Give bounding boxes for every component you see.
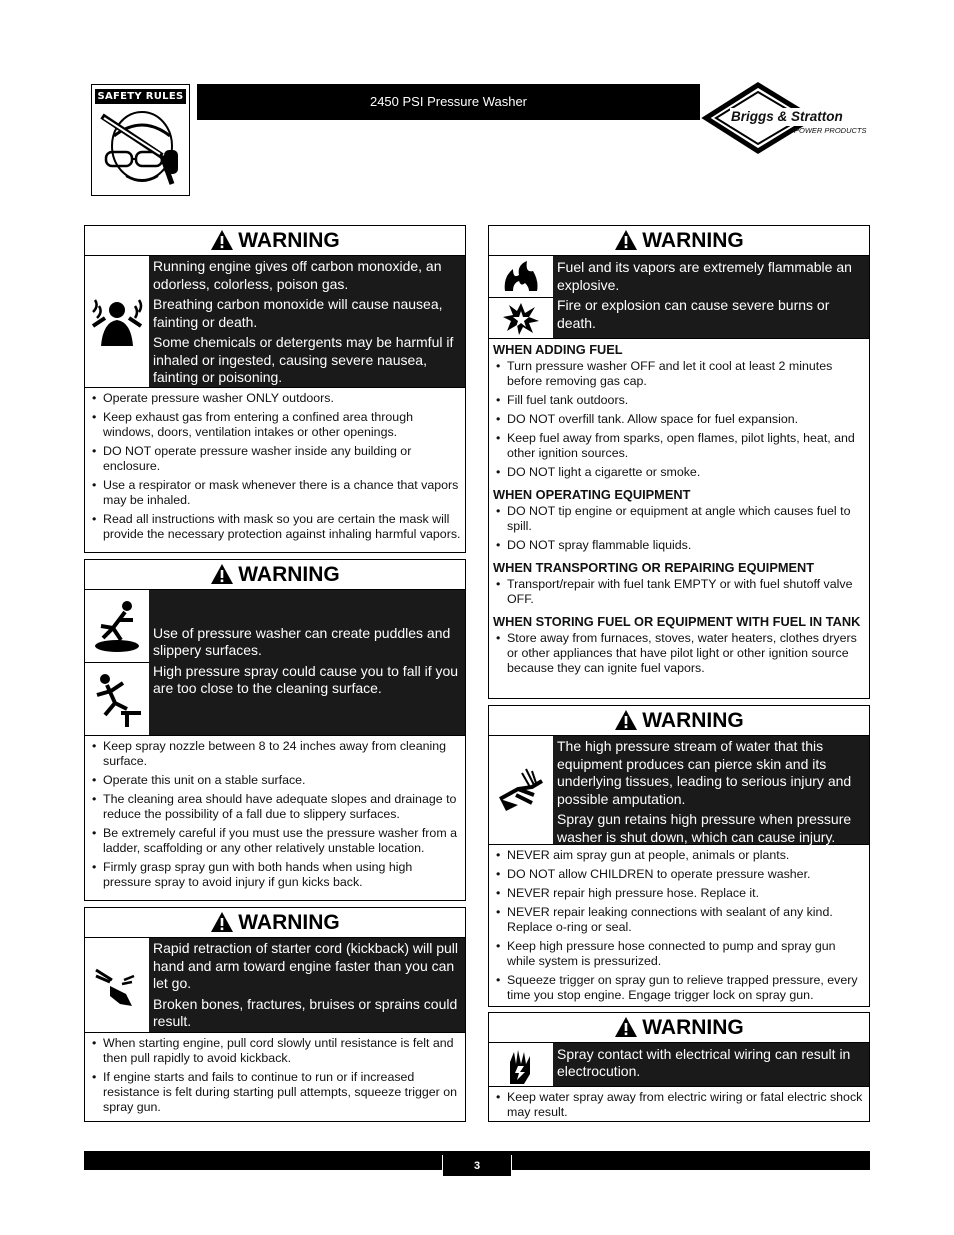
warning-header [85, 560, 465, 590]
safety-list [85, 1033, 465, 1122]
hazard-block [489, 736, 869, 845]
warning-panel-high-pressure [488, 705, 870, 1007]
hazard-icons [85, 256, 149, 387]
hazard-icons [85, 590, 149, 735]
hazard-block [85, 590, 465, 736]
hazard-text [553, 1043, 869, 1086]
hazard-icons [489, 1043, 553, 1086]
hazard-line: Breathing carbon monoxide will cause nausea, fainting or death. [153, 296, 443, 330]
warning-triangle-icon [614, 1016, 638, 1038]
hazard-block [489, 256, 869, 339]
safety-list [489, 358, 869, 480]
list-item: • Store away from furnaces, stoves, water heaters, clothes dryers or other appliances that have pilot light or other ignition source because they can ignite fuel vapors. [493, 631, 865, 676]
hazard-line: High pressure spray could cause you to fall if you are too close to the cleaning surface. [153, 662, 459, 696]
warning-header [489, 226, 869, 256]
warning-label: WARNING [642, 1016, 744, 1039]
safety-list [85, 388, 465, 549]
section-heading: WHEN OPERATING EQUIPMENT [493, 487, 691, 502]
warning-triangle-icon [614, 709, 638, 731]
list-item: • Transport/repair with fuel tank EMPTY or with fuel shutoff valve OFF. [493, 577, 865, 607]
fall-hazard-icon [85, 663, 149, 735]
hazard-text [553, 256, 869, 338]
page-number: 3 [442, 1155, 512, 1177]
hazard-icons [85, 938, 149, 1032]
hazard-line: The high pressure stream of water that this equipment produces can pierce skin and its underlying tissues, leading to serious injury and possible amputation. [557, 738, 852, 807]
list-item: • If engine starts and fails to continue to run or if increased resistance is felt during starting pull attempts, squeeze trigger on spray gun. [89, 1070, 461, 1115]
warning-label: WARNING [238, 563, 340, 586]
hazard-line: Running engine gives off carbon monoxide, an odorless, colorless, poison gas. [153, 258, 442, 292]
hazard-icons [489, 736, 553, 844]
hazard-block [85, 256, 465, 388]
safety-list [489, 1087, 869, 1127]
document-title: 2450 PSI Pressure Washer [197, 84, 700, 120]
list-item: • Fill fuel tank outdoors. [493, 393, 865, 408]
warning-panel-slippery-surfaces [84, 559, 466, 901]
warning-triangle-icon [210, 911, 234, 933]
hazard-text [149, 590, 465, 735]
hazard-text [149, 256, 465, 387]
warning-triangle-icon [210, 229, 234, 251]
section-heading: WHEN ADDING FUEL [493, 342, 623, 357]
warning-panel-kickback [84, 907, 466, 1122]
electric-shock-hand-icon [489, 1043, 553, 1086]
list-item: • Keep spray nozzle between 8 to 24 inches away from cleaning surface. [89, 739, 461, 769]
safety-list [489, 845, 869, 1010]
safety-rules-tag: SAFETY RULES [95, 89, 186, 104]
list-item: • Keep fuel away from sparks, open flames, pilot lights, heat, and other ignition sources. [493, 431, 865, 461]
hazard-icons [489, 256, 553, 338]
list-item: • DO NOT operate pressure washer inside any building or enclosure. [89, 444, 461, 474]
list-item: • Keep exhaust gas from entering a confined area through windows, doors, ventilation intakes or other openings. [89, 410, 461, 440]
hazard-line: Fire or explosion can cause severe burns or death. [557, 297, 830, 331]
warning-panel-fuel [488, 225, 870, 699]
hazard-block [489, 1043, 869, 1087]
warning-header [85, 226, 465, 256]
explosion-icon [489, 298, 553, 339]
list-item: • NEVER repair leaking connections with sealant of any kind. Replace o-ring or seal. [493, 905, 865, 935]
list-item: • Operate this unit on a stable surface. [89, 773, 461, 788]
warning-triangle-icon [210, 563, 234, 585]
warning-panel-electrical [488, 1012, 870, 1122]
list-item: • Keep high pressure hose connected to pump and spray gun while system is pressurized. [493, 939, 865, 969]
safety-list [489, 630, 869, 676]
list-item: • Be extremely careful if you must use the pressure washer from a ladder, scaffolding or any other relatively unstable location. [89, 826, 461, 856]
kickback-hand-icon [85, 938, 149, 1032]
briggs-stratton-logo [700, 82, 870, 154]
list-item: • Use a respirator or mask whenever there is a chance that vapors may be inhaled. [89, 478, 461, 508]
list-item: • Firmly grasp spray gun with both hands when using high pressure spray to avoid injury if gun kicks back. [89, 860, 461, 890]
list-item: • Read all instructions with mask so you are certain the mask will provide the necessary protection against inhaling harmful vapors. [89, 512, 461, 542]
list-item: • Turn pressure washer OFF and let it cool at least 2 minutes before removing gas cap. [493, 359, 865, 389]
section-heading: WHEN TRANSPORTING OR REPAIRING EQUIPMENT [493, 560, 815, 575]
safety-rules-badge [91, 84, 190, 196]
safety-gear-person-icon [92, 106, 189, 194]
slip-hazard-icon [85, 590, 149, 663]
list-item: • When starting engine, pull cord slowly until resistance is felt and then pull rapidly to avoid kickback. [89, 1036, 461, 1066]
safety-list [489, 576, 869, 607]
hazard-line: Fuel and its vapors are extremely flammable an explosive. [557, 259, 852, 293]
list-item: • DO NOT light a cigarette or smoke. [493, 465, 865, 480]
hazard-text [149, 938, 465, 1032]
list-item: • Operate pressure washer ONLY outdoors. [89, 391, 461, 406]
list-item: • NEVER repair high pressure hose. Replace it. [493, 886, 865, 901]
fire-icon [489, 256, 553, 298]
list-item: • Keep water spray away from electric wiring or fatal electric shock may result. [493, 1090, 865, 1120]
warning-label: WARNING [642, 709, 744, 732]
list-item: • DO NOT allow CHILDREN to operate pressure washer. [493, 867, 865, 882]
warning-header [85, 908, 465, 938]
hazard-line: Spray contact with electrical wiring can result in electrocution. [557, 1045, 851, 1079]
injection-hand-icon [489, 736, 553, 844]
warning-label: WARNING [238, 911, 340, 934]
warning-header [489, 1013, 869, 1043]
warning-label: WARNING [238, 229, 340, 252]
list-item: • NEVER aim spray gun at people, animals or plants. [493, 848, 865, 863]
toxic-fumes-icon [85, 256, 149, 387]
section-heading: WHEN STORING FUEL OR EQUIPMENT WITH FUEL IN TANK [493, 614, 861, 629]
warning-triangle-icon [614, 229, 638, 251]
list-item: • DO NOT overfill tank. Allow space for fuel expansion. [493, 412, 865, 427]
safety-list [489, 503, 869, 553]
list-item: • DO NOT spray flammable liquids. [493, 538, 865, 553]
hazard-line: Some chemicals or detergents may be harmful if inhaled or ingested, causing severe nausea, fainting or poisoning. [153, 334, 454, 385]
list-item: • Squeeze trigger on spray gun to relieve trapped pressure, every time you stop engine. Engage trigger lock on spray gun. [493, 973, 865, 1003]
logo-subtitle: POWER PRODUCTS [794, 126, 867, 135]
warning-header [489, 706, 869, 736]
hazard-line: Rapid retraction of starter cord (kickback) will pull hand and arm toward engine faster than you can let go. [153, 940, 458, 991]
safety-list [85, 736, 465, 897]
warning-panel-carbon-monoxide [84, 225, 466, 553]
warning-label: WARNING [642, 229, 744, 252]
hazard-text [553, 736, 869, 844]
hazard-line: Broken bones, fractures, bruises or sprains could result. [153, 995, 458, 1029]
logo-name: Briggs & Stratton [731, 109, 843, 124]
hazard-block [85, 938, 465, 1033]
list-item: • The cleaning area should have adequate slopes and drainage to reduce the possibility of a fall due to slippery surfaces. [89, 792, 461, 822]
hazard-line: Use of pressure washer can create puddles and slippery surfaces. [153, 624, 451, 658]
hazard-line: Spray gun retains high pressure when pressure washer is shut down, which can cause injury. [557, 811, 852, 845]
list-item: • DO NOT tip engine or equipment at angle which causes fuel to spill. [493, 504, 865, 534]
